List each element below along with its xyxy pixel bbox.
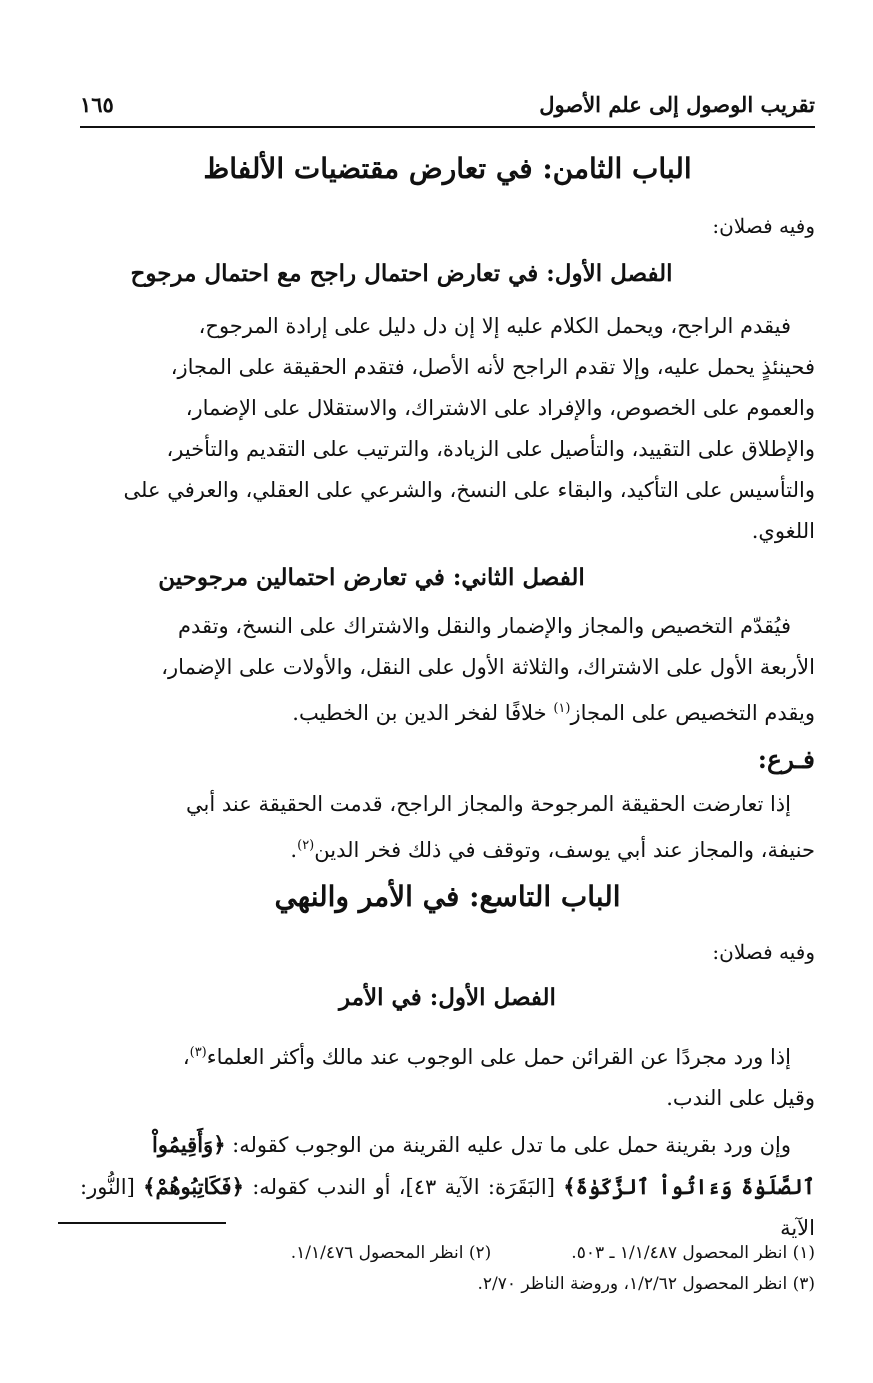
verse-reference: [النُّور: الآية: [80, 1175, 815, 1240]
running-header: [80, 92, 815, 128]
chapter-9-title: الباب التاسع: في الأمر والنهي: [274, 880, 621, 913]
line-text: خلافًا لفخر الدين بن الخطيب.: [292, 701, 554, 725]
line-text: ويقدم التخصيص على المجاز: [570, 701, 815, 725]
chapter-9-paragraph-2: [80, 1124, 815, 1249]
paragraph-line: والإطلاق على التقييد، والتأصيل على الزيادة، والترتيب على التقديم والتأخير،: [166, 437, 815, 461]
quran-verse: ﴿وَأَقِيمُواْ: [152, 1132, 226, 1157]
paragraph-line: [80, 1032, 815, 1078]
footnote-3: (٣) انظر المحصول ١/٢/٦٢، وروضة الناظر ٢/٧٠.: [477, 1274, 815, 1294]
chapter-9-paragraph-1: [80, 1032, 815, 1119]
chapter-8-title: الباب الثامن: في تعارض مقتضيات الألفاظ: [203, 152, 692, 185]
quran-verse: ٱلصَّلَوٰةَ وَءَاتُواْ ٱلزَّكَوٰةَ﴾: [563, 1174, 816, 1199]
line-text: ،: [182, 1045, 190, 1069]
footnote-marker-3[interactable]: (٣): [189, 1045, 207, 1060]
footnotes: [80, 1238, 815, 1300]
page-number: ١٦٥: [80, 92, 114, 117]
paragraph-line: [80, 688, 815, 734]
chapter-8-intro: وفيه فصلان:: [712, 214, 815, 238]
footnote-2: (٢) انظر المحصول ١/١/٤٧٦.: [290, 1243, 492, 1263]
paragraph-line: فحينئذٍ يحمل عليه، وإلا تقدم الراجح لأنه الأصل، فتقدم الحقيقة على المجاز،: [170, 355, 815, 379]
line-text: وإن ورد بقرينة حمل على ما تدل عليه القرينة من الوجوب كقوله:: [225, 1133, 791, 1157]
paragraph-line: فيقدم الراجح، ويحمل الكلام عليه إلا إن دل دليل على إرادة المرجوح،: [198, 314, 791, 338]
footnote-row: [80, 1238, 815, 1269]
running-title: تقريب الوصول إلى علم الأصول: [539, 92, 815, 117]
paragraph-line: [80, 1124, 815, 1166]
line-text: إذا ورد مجردًا عن القرائن حمل على الوجوب عند مالك وأكثر العلماء: [206, 1045, 791, 1069]
footnote-separator: [58, 1222, 226, 1224]
footnote-marker-1[interactable]: (١): [553, 701, 571, 716]
quran-verse: ﴿فَكَاتِبُوهُمْ﴾: [143, 1174, 244, 1199]
paragraph-line: اللغوي.: [751, 519, 815, 543]
verse-reference: [البَقَرَة: الآية ٤٣]، أو الندب كقوله:: [243, 1175, 564, 1199]
paragraph-line: والعموم على الخصوص، والإفراد على الاشتراك، والاستقلال على الإضمار،: [185, 396, 815, 420]
footnote-1: (١) انظر المحصول ١/١/٤٨٧ ـ ٥٠٣.: [571, 1243, 815, 1263]
paragraph-line: [80, 1166, 815, 1249]
chapter-9-section-1-title: الفصل الأول: في الأمر: [339, 984, 556, 1011]
chapter-8-section-2-paragraph: [80, 606, 815, 734]
chapter-9-intro: وفيه فصلان:: [712, 940, 815, 964]
paragraph-line: الأربعة الأول على الاشتراك، والثلاثة الأول على النقل، والأولات على الإضمار،: [161, 655, 815, 679]
branch-heading: فـرع:: [757, 745, 815, 774]
chapter-8-section-2-title: الفصل الثاني: في تعارض احتمالين مرجوحين: [158, 564, 585, 591]
line-text: .: [290, 838, 298, 862]
chapter-8-section-1-title: الفصل الأول: في تعارض احتمال راجح مع احتمال مرجوح: [130, 260, 673, 287]
paragraph-line: فيُقدّم التخصيص والمجاز والإضمار والنقل والاشتراك على النسخ، وتقدم: [177, 614, 791, 638]
footnote-marker-2[interactable]: (٢): [297, 838, 315, 853]
paragraph-line: إذا تعارضت الحقيقة المرجوحة والمجاز الراجح، قدمت الحقيقة عند أبي: [186, 792, 791, 816]
paragraph-line: والتأسيس على التأكيد، والبقاء على النسخ، والشرعي على العقلي، والعرفي على: [123, 478, 815, 502]
paragraph-line: وقيل على الندب.: [666, 1086, 815, 1110]
branch-paragraph: [80, 784, 815, 871]
line-text: حنيفة، والمجاز عند أبي يوسف، وتوقف في ذلك فخر الدين: [314, 838, 815, 862]
paragraph-line: [80, 825, 815, 871]
chapter-8-section-1-paragraph: [80, 306, 815, 552]
